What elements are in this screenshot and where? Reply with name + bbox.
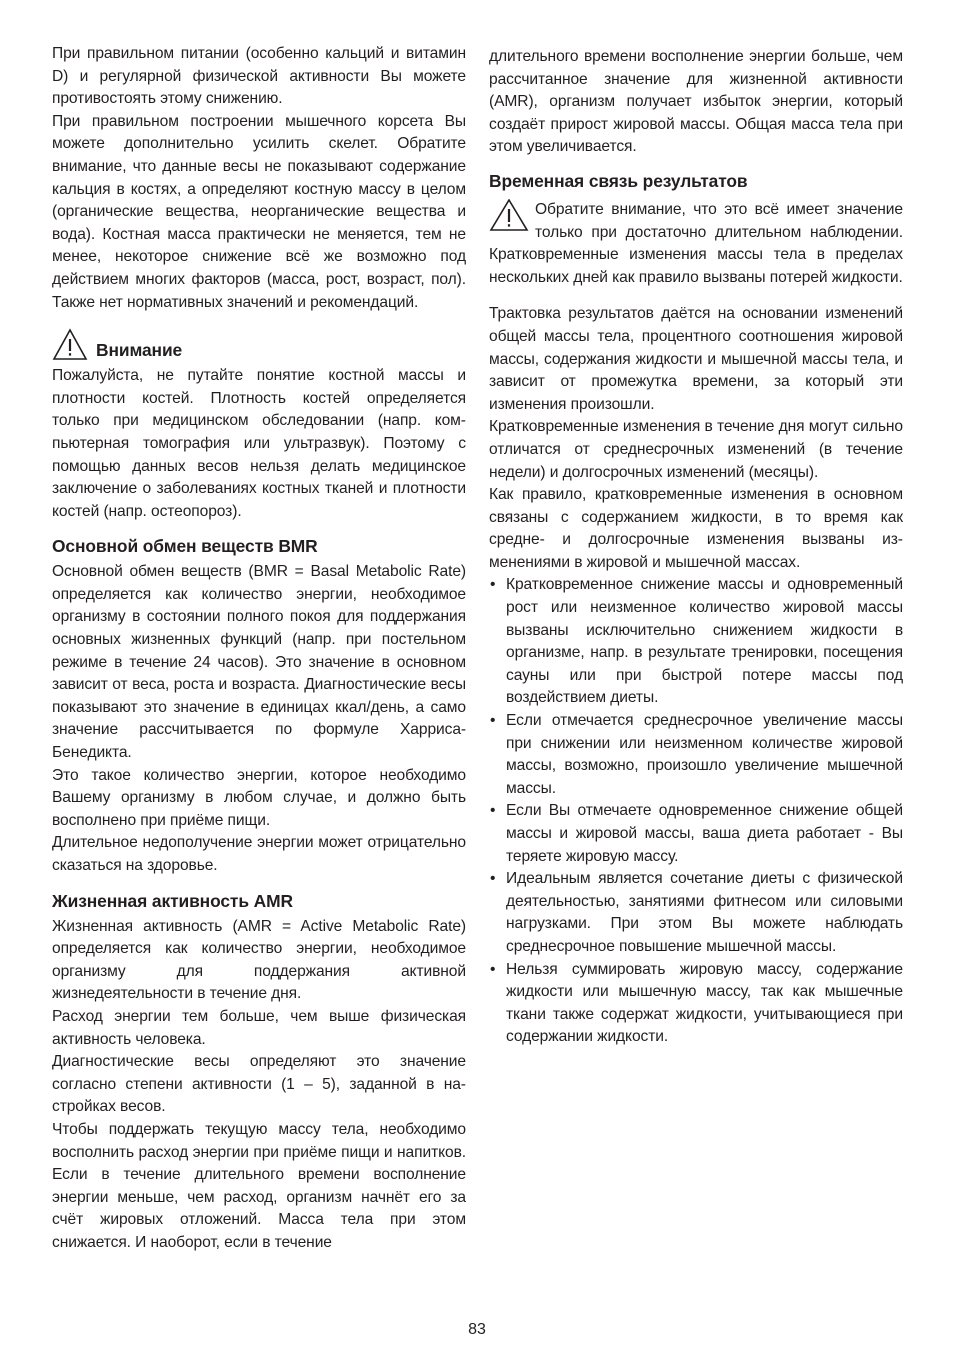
list-item: • Если отмечается среднесрочное увеличение массы при снижении или неизменном количестве жировой массы, возможно, произошло увеличение мышечной массы. — [489, 710, 903, 800]
list-item: • Если Вы отмечаете одновременное снижение общей массы и жировой массы, ваша диета работает - Вы теряете жировую массу. — [489, 800, 903, 868]
right-column — [489, 46, 903, 1049]
time-relation-heading: Временная связь результатов — [489, 170, 748, 191]
page-number: 83 — [468, 1321, 486, 1338]
short-term-paragraph: Кратковременные изменения в течение дня могут сильно отличатся от среднесрочных изменений (в течение недели) и долгосрочных изменений (месяцы). — [489, 418, 903, 481]
interpretation-paragraph: Трактовка результатов даётся на основании изменений общей массы тела, процентного соотношения жировой массы, содержания жидкости и мышечной массы тела, и зависит от промежутка времени, за который эти изменения произошли. — [489, 305, 903, 413]
warning-triangle-icon — [52, 328, 88, 361]
intro-paragraph-1: При правильном питании (особенно кальций и витамин D) и регулярной физической активности Вы можете противостоять этому снижению. — [52, 45, 466, 108]
bmr-paragraph-2: Это такое количество энергии, которое необходимо Вашему организму в любом случае, и должно быть восполнено при приёме пищи. — [52, 766, 466, 829]
left-column — [52, 43, 466, 1255]
bmr-heading: Основной обмен веществ BMR — [52, 536, 318, 557]
amr-continuation-paragraph: длительного времени восполнение энергии больше, чем рассчитанное значение для жизненной активности (AMR), организм получает избыток энергии, который создаёт прирост жировой массы. Общая масса тела при этом увеличивается. — [489, 48, 903, 156]
list-item: • Кратковременное снижение массы и одновременный рост или неизменное количество жировой массы вызваны исключительно снижением жидкости в организме, напр. в результате тренировки, посещения сауны или при быстрой потере массы под воздействием диеты. — [489, 574, 903, 710]
warning-title: Внимание — [96, 340, 183, 361]
interpretation-bullet-list — [489, 574, 903, 1048]
amr-paragraph-2: Расход энергии тем больше, чем выше физическая активность человека. — [52, 1007, 466, 1048]
warning-text: Пожалуйста, не путайте понятие костной массы и плотности костей. Плотность костей определяется только при медицинском обследовании (напр. компьютерная томография или ультразвук). Поэтому с помощью данных весов нельзя делать медицинское заключение о заболеваниях костных тканей и плотности костей (напр. остеопороз). — [52, 367, 466, 520]
amr-paragraph-3: Диагностические весы определяют это значение согласно степени активности (1 – 5), заданной в настройках весов. — [52, 1053, 466, 1116]
amr-heading: Жизненная активность AMR — [52, 890, 293, 911]
amr-paragraph-4: Чтобы поддержать текущую массу тела, необходимо восполнить расход энергии при приёме пищи и напитков. Если в течение длительного времени восполнение энергии меньше, чем расход, организм начнёт его за счёт жировых отложений. Масса тела при этом снижается. И наоборот, если в течение — [52, 1120, 466, 1251]
bmr-paragraph-3: Длительное недополучение энергии может отрицательно сказаться на здоровье. — [52, 834, 466, 874]
warning-triangle-icon — [489, 199, 529, 232]
time-warning-block — [489, 199, 903, 289]
bmr-paragraph-1: Основной обмен веществ (BMR = Basal Metabolic Rate) определяется как количество энергии, необходимое организму в состоянии полного покоя для поддержания основных жизненных функций (напр. при постельном режиме в течение 24 часов). Это значение в основном зависит от веса, роста и возраста. Диагностические весы показывают это значение в единицах ккал/день, а само значение рассчитывается по формуле Харриса-Бенедикта. — [52, 563, 466, 762]
time-warning-text: Обратите внимание, что это всё имеет значение только при достаточно длительном наблюдении. Кратковременные изменения массы тела в пределах нескольких дней как правило вызваны потерей жидкости. — [489, 200, 903, 286]
intro-paragraph-2: При правильном построении мышечного корсета Вы можете дополнительно усилить скелет. Обратите внимание, что данные весы не показывают содержание кальция в костях, а определяют костную массу в целом (органические вещества, неорганические вещества и вода). Костная масса практически не меняется, тем не менее, некоторое снижение всё же возможно под действием многих факторов (масса, рост, возраст, пол). Также нет нормативных значений и рекомендаций. — [52, 112, 466, 311]
typical-changes-paragraph: Как правило, кратковременные изменения в основном связаны с содержанием жидкости, в то время как средне- и долгосрочные изменения вызваны изменениями в жировой и мышечной массах. — [489, 486, 903, 571]
list-item: • Идеальным является сочетание диеты с физической деятельностью, занятиями фитнесом или силовыми нагрузками. При этом Вы можете наблюдать среднесрочное повышение мышечной массы. — [489, 868, 903, 958]
list-item: • Нельзя суммировать жировую массу, содержание жидкости или мышечную массу, так как мышечные ткани также содержат жидкости, учитывающиеся при содержании жидкости. — [489, 959, 903, 1049]
amr-paragraph-1: Жизненная активность (AMR = Active Metabolic Rate) определяется как количество энергии, необходимое организму для поддержания активной жизнедеятельности в течение дня. — [52, 917, 466, 1003]
warning-header — [52, 325, 466, 361]
